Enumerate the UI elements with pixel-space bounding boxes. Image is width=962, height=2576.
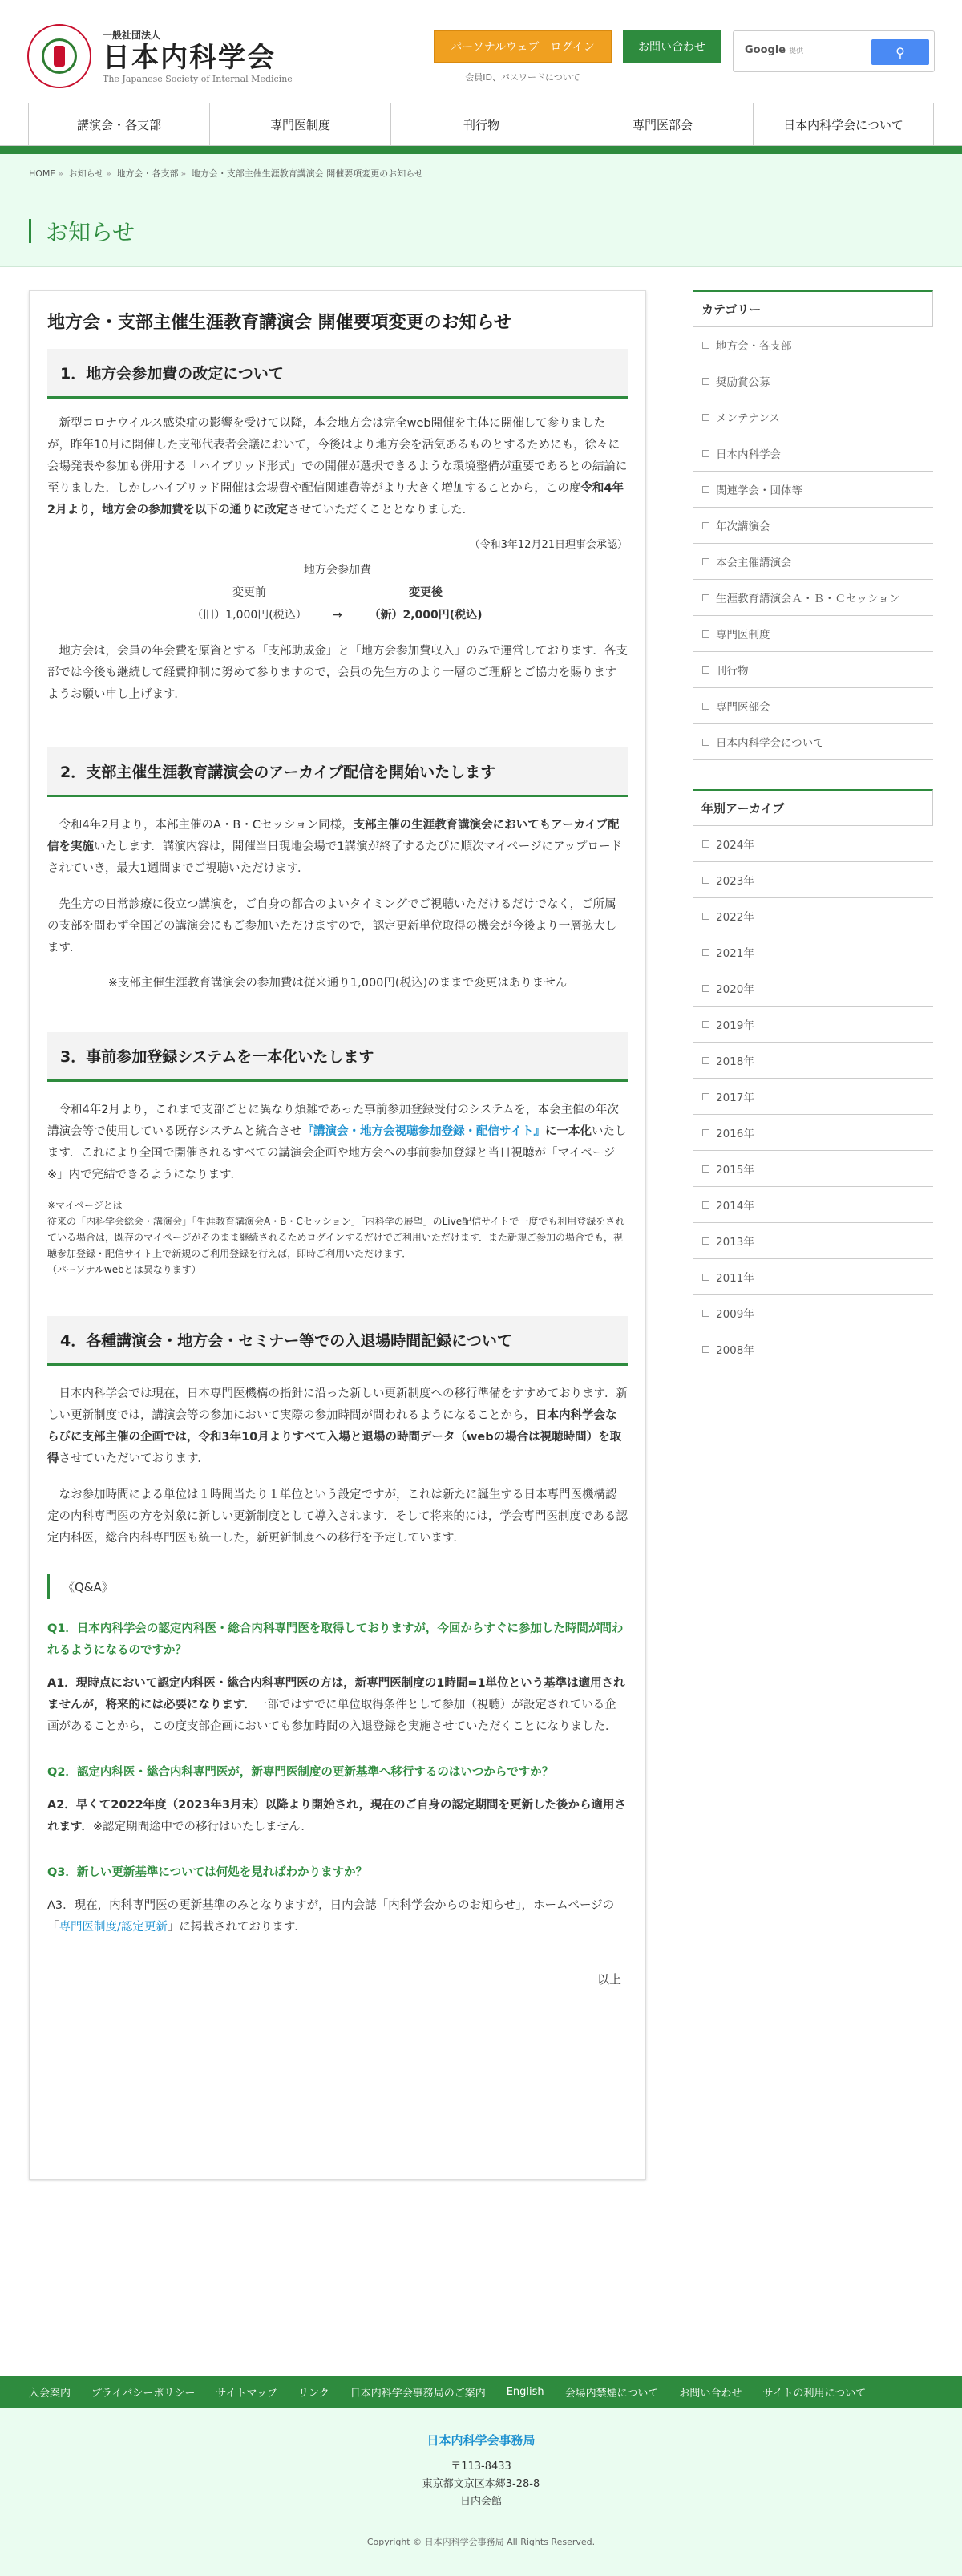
archive-label: 2016年 bbox=[716, 1128, 754, 1140]
fee-after-label: 変更後 bbox=[409, 586, 443, 599]
site-logo[interactable] bbox=[27, 24, 293, 88]
fee-title: 地方会参加費 bbox=[304, 564, 371, 577]
category-label: 日本内科学会 bbox=[716, 448, 781, 461]
nav-accent-bar bbox=[0, 146, 962, 154]
square-bullet-icon bbox=[702, 1129, 709, 1136]
contact-button[interactable]: お問い合わせ bbox=[623, 30, 721, 63]
page-title-block bbox=[29, 215, 962, 247]
archive-label: 2024年 bbox=[716, 839, 754, 852]
paragraph: 地方会は，会員の年会費を原資とする「支部助成金」と「地方会参加費収入」のみで運営しております．各支部では今後も継続して経費抑制に努めて参りますので，会員の先生方のより一層のご理解とご協力を賜りますようお願い申し上げます． bbox=[47, 645, 628, 701]
category-item[interactable] bbox=[693, 399, 933, 435]
square-bullet-icon bbox=[702, 949, 709, 956]
nav-item-lectures[interactable]: 講演会・各支部 bbox=[28, 103, 209, 145]
archive-label: 2009年 bbox=[716, 1308, 754, 1321]
archive-item[interactable] bbox=[693, 898, 933, 934]
square-bullet-icon bbox=[702, 450, 709, 457]
square-bullet-icon bbox=[702, 1021, 709, 1028]
breadcrumb: HOME » お知らせ » 地方会・各支部 » 地方会・支部主催生涯教育講演会 開催要項変更のお知らせ bbox=[29, 168, 423, 179]
paragraph: 令和4年2月より，これまで支部ごとに異なり煩雑であった事前参加登録受付のシステムを，本会主催の年次講演会等で使用している既存システムと統合させ『講演会・地方会視聴参加登録・配信サイト』に一本化いたします．これにより全国で開催されるすべての講演会企画や地方会への事前参加登録と当日視聴が「マイページ※」内で完結できるようになります． bbox=[47, 1104, 627, 1181]
question-3: Q3．新しい更新基準については何処を見ればわかりますか？ bbox=[47, 1866, 368, 1879]
footer-link[interactable]: お問い合わせ bbox=[679, 2387, 742, 2400]
square-bullet-icon bbox=[702, 522, 709, 529]
fee-before-label: 変更前 bbox=[232, 586, 266, 599]
answer-3: A3．現在，内科専門医の更新基準のみとなりますが，日内会誌「内科学会からのお知らせ」，ホームページの「専門医制度/認定更新」に掲載されております． bbox=[47, 1899, 615, 1934]
category-item[interactable] bbox=[693, 508, 933, 544]
archive-item[interactable] bbox=[693, 1187, 933, 1223]
category-item[interactable] bbox=[693, 472, 933, 508]
archive-item[interactable] bbox=[693, 1007, 933, 1043]
category-heading: カテゴリー bbox=[693, 290, 933, 327]
logo-main-text: 日本内科学会 bbox=[103, 42, 276, 74]
square-bullet-icon bbox=[702, 1237, 709, 1245]
section-heading: 1．地方会参加費の改定について bbox=[47, 349, 628, 399]
search-button[interactable] bbox=[871, 39, 929, 65]
fee-table bbox=[47, 559, 628, 626]
category-label: 専門医部会 bbox=[716, 701, 770, 714]
decision-note: （令和3年12月21日理事会承認） bbox=[469, 539, 628, 551]
global-nav bbox=[0, 103, 962, 146]
paragraph: 新型コロナウイルス感染症の影響を受けて以降，本会地方会は完全web開催を主体に開催して参りましたが，昨年10月に開催した支部代表者会議において，今後はより地方会を活気あるものとするためにも，徐々に会場発表や参加も併用する「ハイブリッド形式」での開催が選択できるような環境整備が重要であるとの結論に至りました．しかしハイブリッド開催は会場費や配信関連費等がより大きく増加することから，この度令和4年2月より，地方会の参加費を以下の通りに改定させていただくこととなりました． bbox=[47, 417, 628, 516]
paragraph: 令和4年2月より，本部主催のA・B・Cセッション同様，支部主催の生涯教育講演会においてもアーカイブ配信を実施いたします．講演内容は，開催当日現地会場で1講演が終了するたびに順次マイページにアップロードされていき，最大1週間までご視聴いただけます． bbox=[47, 819, 622, 875]
archive-label: 2017年 bbox=[716, 1092, 754, 1104]
archive-item[interactable] bbox=[693, 1043, 933, 1079]
square-bullet-icon bbox=[702, 342, 709, 349]
footer-org-name: 日本内科学会事務局 bbox=[426, 2433, 536, 2448]
square-bullet-icon bbox=[702, 703, 709, 710]
paragraph: なお参加時間による単位は１時間当たり１単位という設定ですが，これは新たに誕生する日本専門医機構認定の内科専門医の方を対象に新しい更新制度として導入されます．そして将来的には，学会専門医制度である認定内科医，総合内科専門医も統一した，新更新制度への移行を予定しています． bbox=[47, 1488, 628, 1545]
qa-heading: 《Q&A》 bbox=[47, 1574, 628, 1599]
square-bullet-icon bbox=[702, 1165, 709, 1173]
archive-item[interactable] bbox=[693, 1151, 933, 1187]
footer-link[interactable]: プライバシーポリシー bbox=[91, 2387, 196, 2400]
archive-item[interactable] bbox=[693, 1079, 933, 1115]
square-bullet-icon bbox=[702, 985, 709, 992]
category-item[interactable] bbox=[693, 435, 933, 472]
category-item[interactable] bbox=[693, 652, 933, 688]
category-label: 専門医制度 bbox=[716, 629, 770, 642]
registration-site-link[interactable]: 『講演会・地方会視聴参加登録・配信サイト』 bbox=[301, 1125, 546, 1138]
search-icon: ⚲ bbox=[895, 44, 905, 60]
square-bullet-icon bbox=[702, 1310, 709, 1317]
square-bullet-icon bbox=[702, 1201, 709, 1209]
archive-item[interactable] bbox=[693, 1295, 933, 1331]
section-heading: 3．事前参加登録システムを一本化いたします bbox=[47, 1032, 628, 1082]
breadcrumb-current: 地方会・支部主催生涯教育講演会 開催要項変更のお知らせ bbox=[191, 168, 423, 179]
nav-item-about[interactable]: 日本内科学会について bbox=[753, 103, 934, 145]
section-heading: 4．各種講演会・地方会・セミナー等での入退場時間記録について bbox=[47, 1316, 628, 1366]
category-label: 地方会・各支部 bbox=[716, 340, 792, 353]
specialist-renewal-link[interactable]: 専門医制度/認定更新 bbox=[59, 1921, 168, 1934]
paragraph: 日本内科学会では現在，日本専門医機構の指針に沿った新しい更新制度への移行準備をすすめております．新しい更新制度では，講演会等の参加において実際の参加時間が問われるようになることから，日本内科学会ならびに支部主催の企画では，令和3年10月よりすべて入場と退場の時間データ（webの場合は視聴時間）を取得させていただいております． bbox=[47, 1387, 628, 1465]
archive-item[interactable] bbox=[693, 970, 933, 1007]
paragraph: 先生方の日常診療に役立つ講演を，ご自身の都合のよいタイミングでご視聴いただけるだけでなく，ご所属の支部を問わず全国どの講演会にもご参加いただけますので，認定更新単位取得の機会が今後より一層拡大します． bbox=[47, 898, 617, 954]
personal-web-login-button[interactable]: パーソナルウェブ ログイン bbox=[434, 30, 612, 63]
archive-label: 2013年 bbox=[716, 1236, 754, 1249]
archive-label: 2023年 bbox=[716, 875, 754, 888]
archive-label: 2021年 bbox=[716, 947, 754, 960]
fee-before: （旧）1,000円(税込） bbox=[192, 609, 307, 622]
category-item[interactable] bbox=[693, 363, 933, 399]
google-search-label: Google 提供 bbox=[745, 44, 804, 56]
sidebar bbox=[693, 290, 933, 1367]
category-label: 本会主催講演会 bbox=[716, 557, 792, 569]
archive-list bbox=[693, 826, 933, 1367]
square-bullet-icon bbox=[702, 414, 709, 421]
archive-label: 2019年 bbox=[716, 1019, 754, 1032]
answer-2: A2．早くて2022年度（2023年3月末）以降より開始され，現在のご自身の認定期間を更新した後から適用されます．※認定期間途中での移行はいたしません． bbox=[47, 1799, 626, 1833]
footer-link[interactable]: サイトマップ bbox=[216, 2387, 277, 2400]
nav-item-publications[interactable]: 刊行物 bbox=[390, 103, 572, 145]
archive-item[interactable] bbox=[693, 862, 933, 898]
square-bullet-icon bbox=[702, 913, 709, 920]
square-bullet-icon bbox=[702, 1093, 709, 1100]
category-label: 生涯教育講演会Ａ・Ｂ・Ｃセッション bbox=[716, 593, 900, 606]
square-bullet-icon bbox=[702, 1057, 709, 1064]
category-item[interactable] bbox=[693, 688, 933, 724]
archive-heading: 年別アーカイブ bbox=[693, 789, 933, 826]
archive-item[interactable] bbox=[693, 826, 933, 862]
archive-item[interactable] bbox=[693, 1331, 933, 1367]
square-bullet-icon bbox=[702, 666, 709, 674]
page-title: お知らせ bbox=[46, 219, 135, 245]
arrow-icon: → bbox=[333, 609, 342, 622]
logo-small-text: 一般社団法人 bbox=[103, 30, 161, 41]
footer-links bbox=[0, 2376, 962, 2408]
footer-link[interactable]: リンク bbox=[297, 2387, 329, 2400]
square-bullet-icon bbox=[702, 739, 709, 746]
category-label: 奨励賞公募 bbox=[716, 376, 770, 389]
category-label: 年次講演会 bbox=[716, 520, 770, 533]
logo-en-text: The Japanese Society of Internal Medicine bbox=[103, 74, 293, 84]
footer-link[interactable]: 会場内禁煙について bbox=[564, 2387, 659, 2400]
archive-label: 2008年 bbox=[716, 1344, 754, 1357]
category-item[interactable] bbox=[693, 327, 933, 363]
section-heading: 2．支部主催生涯教育講演会のアーカイブ配信を開始いたします bbox=[47, 747, 628, 797]
nav-item-specialist-division[interactable]: 専門医部会 bbox=[572, 103, 753, 145]
category-item[interactable] bbox=[693, 616, 933, 652]
nav-item-specialist[interactable]: 専門医制度 bbox=[209, 103, 390, 145]
footer-link[interactable]: サイトの利用について bbox=[762, 2387, 867, 2400]
square-bullet-icon bbox=[702, 840, 709, 848]
breadcrumb-news[interactable]: お知らせ bbox=[68, 168, 104, 179]
category-list bbox=[693, 327, 933, 760]
category-label: 日本内科学会について bbox=[716, 737, 824, 750]
archive-item[interactable] bbox=[693, 934, 933, 970]
square-bullet-icon bbox=[702, 1274, 709, 1281]
footer-address: 〒113-8433 東京都文京区本郷3-28-8 日内会館 bbox=[422, 2461, 540, 2508]
breadcrumb-home[interactable]: HOME bbox=[29, 168, 56, 179]
footer-info bbox=[0, 2408, 962, 2576]
main-area bbox=[0, 154, 962, 2376]
question-2: Q2．認定内科医・総合内科専門医が，新専門医制度の更新基準へ移行するのはいつからですか？ bbox=[47, 1766, 554, 1779]
archive-label: 2015年 bbox=[716, 1164, 754, 1177]
square-bullet-icon bbox=[702, 486, 709, 493]
square-bullet-icon bbox=[702, 877, 709, 884]
square-bullet-icon bbox=[702, 630, 709, 638]
square-bullet-icon bbox=[702, 558, 709, 565]
square-bullet-icon bbox=[702, 1346, 709, 1353]
article-title: 地方会・支部主催生涯教育講演会 開催要項変更のお知らせ bbox=[47, 313, 512, 333]
archive-label: 2018年 bbox=[716, 1055, 754, 1068]
login-note-link[interactable]: 会員ID、パスワードについて bbox=[465, 72, 580, 83]
category-label: 刊行物 bbox=[716, 665, 749, 678]
fee-unchanged-note: ※支部主催生涯教育講演会の参加費は従来通り1,000円(税込)のままで変更はありません bbox=[107, 977, 568, 990]
search-input[interactable] bbox=[733, 30, 935, 72]
category-label: メンテナンス bbox=[716, 412, 780, 425]
archive-label: 2011年 bbox=[716, 1272, 754, 1285]
mypage-note: ※マイページとは 従来の「内科学会総会・講演会」「生涯教育講演会A・B・Cセッション」「内科学の展望」のLive配信サイトで一度でも利用登録をされている場合は，既存のマイページがそのまま継続されるためログインするだけでご利用いただけます．また新規ご参加の場合でも，視聴参加登録・配信サイト上で新規のご利用登録を行えば，即時ご利用いただけます． （パーソナルwebとは異なります） bbox=[47, 1200, 625, 1275]
fee-after: （新）2,000円(税込) bbox=[369, 609, 483, 622]
archive-item[interactable] bbox=[693, 1259, 933, 1295]
article bbox=[29, 290, 646, 2180]
archive-item[interactable] bbox=[693, 1115, 933, 1151]
footer-link[interactable]: English bbox=[506, 2385, 544, 2398]
square-bullet-icon bbox=[702, 594, 709, 601]
answer-1: A1．現時点において認定内科医・総合内科専門医の方は，新専門医制度の1時間=1単位という基準は適用されませんが，将来的には必要になります．一部ではすでに単位取得条件として参加（視聴）が設定されている企画があることから，この度支部企画においても参加時間の入退登録を実施させていただくことになりました． bbox=[47, 1677, 625, 1733]
society-emblem-icon bbox=[27, 24, 91, 88]
question-1: Q1．日本内科学会の認定内科医・総合内科専門医を取得しておりますが，今回からすぐに参加した時間が問われるようになるのですか？ bbox=[47, 1622, 624, 1657]
archive-label: 2014年 bbox=[716, 1200, 754, 1213]
end-mark: 以上 bbox=[596, 1972, 621, 1987]
copyright: Copyright © 日本内科学会事務局 All Rights Reserved. bbox=[366, 2537, 596, 2547]
category-item[interactable] bbox=[693, 544, 933, 580]
footer-link[interactable]: 日本内科学会事務局のご案内 bbox=[350, 2387, 486, 2400]
breadcrumb-category[interactable]: 地方会・各支部 bbox=[116, 168, 179, 179]
footer-link[interactable]: 入会案内 bbox=[29, 2387, 71, 2400]
category-item[interactable] bbox=[693, 724, 933, 760]
category-item[interactable] bbox=[693, 580, 933, 616]
archive-item[interactable] bbox=[693, 1223, 933, 1259]
category-label: 関連学会・団体等 bbox=[716, 484, 802, 497]
square-bullet-icon bbox=[702, 378, 709, 385]
site-header bbox=[0, 0, 962, 103]
archive-label: 2022年 bbox=[716, 911, 754, 924]
archive-label: 2020年 bbox=[716, 983, 754, 996]
